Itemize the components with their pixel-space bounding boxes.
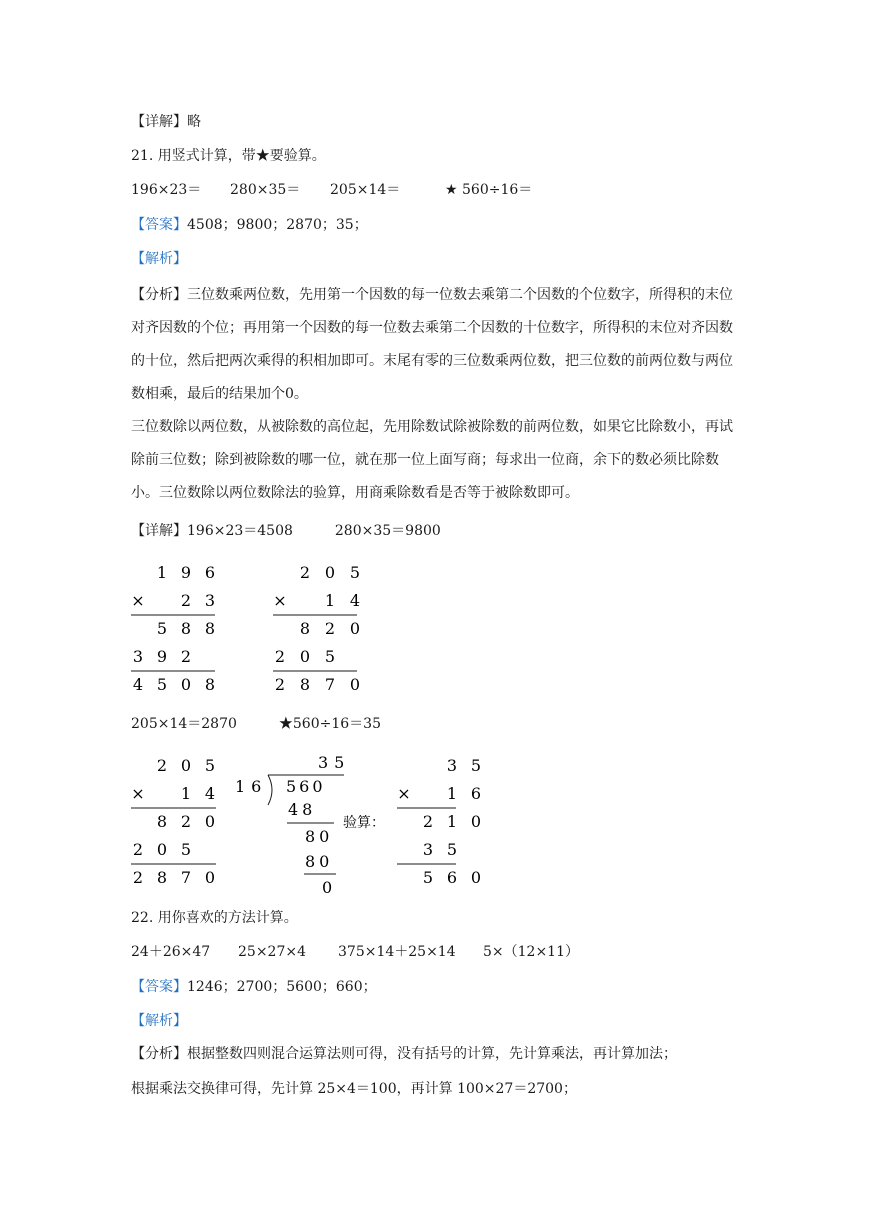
times-sign: × [397, 784, 411, 803]
digit: 2 [274, 647, 286, 666]
digit: 7 [180, 868, 192, 887]
digit: 4 [349, 591, 361, 610]
digit: 1 [180, 784, 192, 803]
digit: 3 [204, 591, 216, 610]
expr-1: 196×23＝ [131, 182, 202, 198]
digit: 5 [446, 840, 458, 859]
digit: 2 [132, 868, 144, 887]
q22-expr-4: 5×（12×11） [483, 944, 579, 960]
digit: 0 [204, 868, 216, 887]
digit: 2 [422, 812, 434, 831]
digit: 8 [299, 675, 311, 694]
digit: 2 [180, 591, 192, 610]
long-division-560-16 [235, 753, 350, 897]
q22-expr-3: 375×14＋25×14 [338, 944, 456, 960]
vertical-calc-205x14-a [273, 563, 360, 694]
div-dividend: 560 [286, 777, 326, 796]
digit: 0 [470, 868, 482, 887]
expr-4: ★ 560÷16＝ [445, 182, 533, 198]
div-step2: 80 [305, 827, 334, 846]
check-label: 验算： [343, 815, 385, 831]
answer-tag: 【答案】 [131, 979, 187, 995]
digit: 2 [299, 563, 311, 582]
q22-analysis-line2: 根据乘法交换律可得，先计算 25×4＝100，再计算 100×27＝2700； [131, 1081, 577, 1097]
digit: 5 [156, 675, 168, 694]
digit: 0 [204, 812, 216, 831]
vertical-calc-196x23 [131, 563, 215, 694]
q21-analysis-p1: 【分析】三位数乘两位数，先用第一个因数的每一位数去乘第二个因数的个位数字，所得积的末位对齐因数的个位；再用第一个因数的每一位数去乘第二个因数的十位数字，所得积的末位对齐因数的十位，然后把两次乘得的积相加即可。末尾有零的三位数乘两位数，把三位数的前两位数与两位数相乘，最后的结果加个0。 [131, 287, 733, 402]
answer-text: 4508；9800；2870；35； [187, 217, 368, 233]
digit: 2 [156, 756, 168, 775]
digit: 0 [180, 675, 192, 694]
times-sign: × [131, 591, 145, 610]
digit: 3 [132, 647, 144, 666]
digit: 2 [180, 647, 192, 666]
detail-previous: 【详解】略 [131, 114, 201, 130]
question-21-title: 21. 用竖式计算，带★要验算。 [131, 148, 326, 164]
digit: 8 [204, 619, 216, 638]
digit: 6 [204, 563, 216, 582]
div-remainder: 0 [322, 878, 333, 897]
q22-expr-1: 24＋26×47 [131, 944, 211, 960]
q21-analysis-p2: 三位数除以两位数，从被除数的高位起，先用除数试除被除数的前两位数，如果它比除数小，再试除前三位数；除到被除数的哪一位，就在那一位上面写商；每求出一位商，余下的数必须比除数小。三位数除以两位数除法的验算，用商乘除数看是否等于被除数即可。 [131, 419, 733, 501]
q21-analysis-tag: 【解析】 [131, 251, 187, 267]
digit: 2 [274, 675, 286, 694]
digit: 1 [446, 784, 458, 803]
digit: 3 [446, 756, 458, 775]
div-divisor: 16 [235, 777, 268, 796]
digit: 6 [470, 784, 482, 803]
div-step1: 48 [288, 800, 317, 819]
digit: 5 [204, 756, 216, 775]
digit: 6 [446, 868, 458, 887]
digit: 7 [324, 675, 336, 694]
digit: 8 [204, 675, 216, 694]
digit: 5 [470, 756, 482, 775]
q21-detail-line2: 205×14＝2870 ★560÷16＝35 [131, 716, 381, 732]
digit: 5 [324, 647, 336, 666]
q22-answer [131, 977, 377, 997]
digit: 2 [180, 812, 192, 831]
expr-2: 280×35＝ [230, 182, 301, 198]
digit: 5 [180, 840, 192, 859]
digit: 0 [349, 675, 361, 694]
digit: 9 [156, 647, 168, 666]
digit: 5 [156, 619, 168, 638]
digit: 0 [470, 812, 482, 831]
digit: 2 [324, 619, 336, 638]
answer-tag: 【答案】 [131, 217, 187, 233]
digit: 4 [204, 784, 216, 803]
digit: 8 [180, 619, 192, 638]
digit: 1 [324, 591, 336, 610]
digit: 0 [156, 840, 168, 859]
digit: 2 [132, 840, 144, 859]
times-sign: × [273, 591, 287, 610]
q22-analysis-tag: 【解析】 [131, 1013, 187, 1029]
div-step3: 80 [305, 852, 334, 871]
digit: 5 [422, 868, 434, 887]
vertical-check-35x16 [397, 756, 481, 887]
q21-detail-line1: 【详解】196×23＝4508 280×35＝9800 [131, 523, 441, 539]
answer-text: 1246；2700；5600；660； [187, 979, 377, 995]
times-sign: × [131, 784, 145, 803]
digit: 0 [180, 756, 192, 775]
digit: 0 [299, 647, 311, 666]
digit: 0 [324, 563, 336, 582]
div-quotient: 35 [318, 753, 351, 772]
q22-expr-2: 25×27×4 [238, 944, 306, 960]
digit: 0 [349, 619, 361, 638]
digit: 5 [349, 563, 361, 582]
digit: 8 [299, 619, 311, 638]
digit: 1 [446, 812, 458, 831]
digit: 1 [156, 563, 168, 582]
digit: 8 [156, 812, 168, 831]
digit: 3 [422, 840, 434, 859]
expr-3: 205×14＝ [330, 182, 401, 198]
vertical-calc-205x14-b [131, 756, 216, 887]
digit: 8 [156, 868, 168, 887]
digit: 4 [132, 675, 144, 694]
question-22-title: 22. 用你喜欢的方法计算。 [131, 910, 298, 926]
q22-analysis-line1: 【分析】根据整数四则混合运算法则可得，没有括号的计算，先计算乘法，再计算加法； [131, 1046, 677, 1062]
digit: 9 [180, 563, 192, 582]
